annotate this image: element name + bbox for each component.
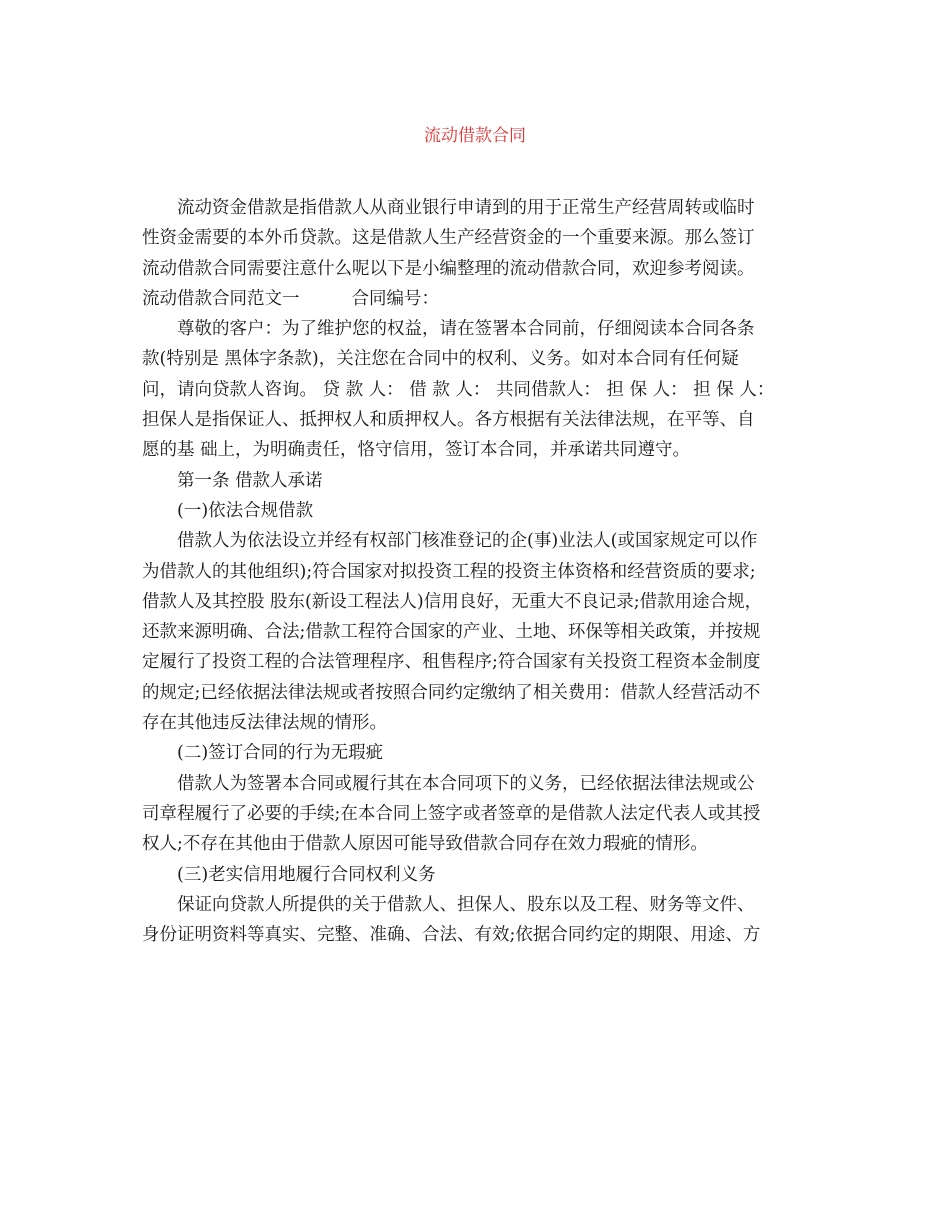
text-line: 性资金需要的本外币贷款。这是借款人生产经营资金的一个重要来源。那么签订 <box>142 228 755 249</box>
text-line: 流动资金借款是指借款人从商业银行申请到的用于正常生产经营周转或临时 <box>177 198 755 218</box>
text-line: 借款人为签署本合同或履行其在本合同项下的义务，已经依据法律法规或公 <box>177 773 755 794</box>
text-line: 司章程履行了必要的手续;在本合同上签字或者签章的是借款人法定代表人或其授 <box>142 803 761 824</box>
sample-label: 流动借款合同范文一 <box>142 288 300 309</box>
intro-paragraph <box>142 193 802 284</box>
section-3-heading: (三)老实信用地履行合同权利义务 <box>177 864 436 885</box>
section-2-paragraph <box>142 769 802 860</box>
text-line: 流动借款合同需要注意什么呢以下是小编整理的流动借款合同，欢迎参考阅读。 <box>142 258 755 279</box>
text-line: 担保人是指保证人、抵押权人和质押权人。各方根据有关法律法规，在平等、自 <box>142 410 755 431</box>
text-line: 权人;不存在其他由于借款人原因可能导致借款合同存在效力瑕疵的情形。 <box>142 834 708 855</box>
text-line: 身份证明资料等真实、完整、准确、合法、有效;依据合同约定的期限、用途、方 <box>142 925 761 946</box>
text-line: 存在其他违反法律法规的情形。 <box>142 713 387 734</box>
article-1-heading: 第一条 借款人承诺 <box>177 470 323 491</box>
text-line: 为借款人的其他组织);符合国家对拟投资工程的投资主体资格和经营资质的要求; <box>142 561 756 582</box>
contract-number-label: 合同编号： <box>351 288 439 309</box>
text-line: 愿的基 础上，为明确责任，恪守信用，签订本合同，并承诺共同遵守。 <box>142 440 691 461</box>
document-title: 流动借款合同 <box>424 126 526 146</box>
section-1-paragraph <box>142 526 802 738</box>
sample-heading-line <box>142 284 802 314</box>
text-line: 尊敬的客户：为了维护您的权益，请在签署本合同前，仔细阅读本合同各条 <box>177 319 755 340</box>
text-line: 定履行了投资工程的合法管理程序、租售程序;符合国家有关投资工程资本金制度 <box>142 652 761 673</box>
section-1-heading: (一)依法合规借款 <box>177 500 314 521</box>
text-line: 问，请向贷款人咨询。 贷 款 人： 借 款 人： 共同借款人： 担 保 人： 担 保 人： <box>142 379 775 400</box>
section-3-paragraph <box>142 890 802 951</box>
text-line: 款(特别是 黑体字条款)，关注您在合同中的权利、义务。如对本合同有任何疑 <box>142 349 739 370</box>
text-line: 借款人为依法设立并经有权部门核准登记的企(事)业法人(或国家规定可以作 <box>177 531 758 552</box>
text-line: 借款人及其控股 股东(新设工程法人)信用良好，无重大不良记录;借款用途合规， <box>142 591 763 612</box>
text-line: 还款来源明确、合法;借款工程符合国家的产业、土地、环保等相关政策，并按规 <box>142 622 761 643</box>
document-body <box>142 193 802 950</box>
section-2-heading: (二)签订合同的行为无瑕疵 <box>177 743 384 764</box>
text-line: 的规定;已经依据法律法规或者按照合同约定缴纳了相关费用：借款人经营活动不 <box>142 682 761 703</box>
text-line: 保证向贷款人所提供的关于借款人、担保人、股东以及工程、财务等文件、 <box>177 894 755 915</box>
notice-paragraph <box>142 314 802 465</box>
